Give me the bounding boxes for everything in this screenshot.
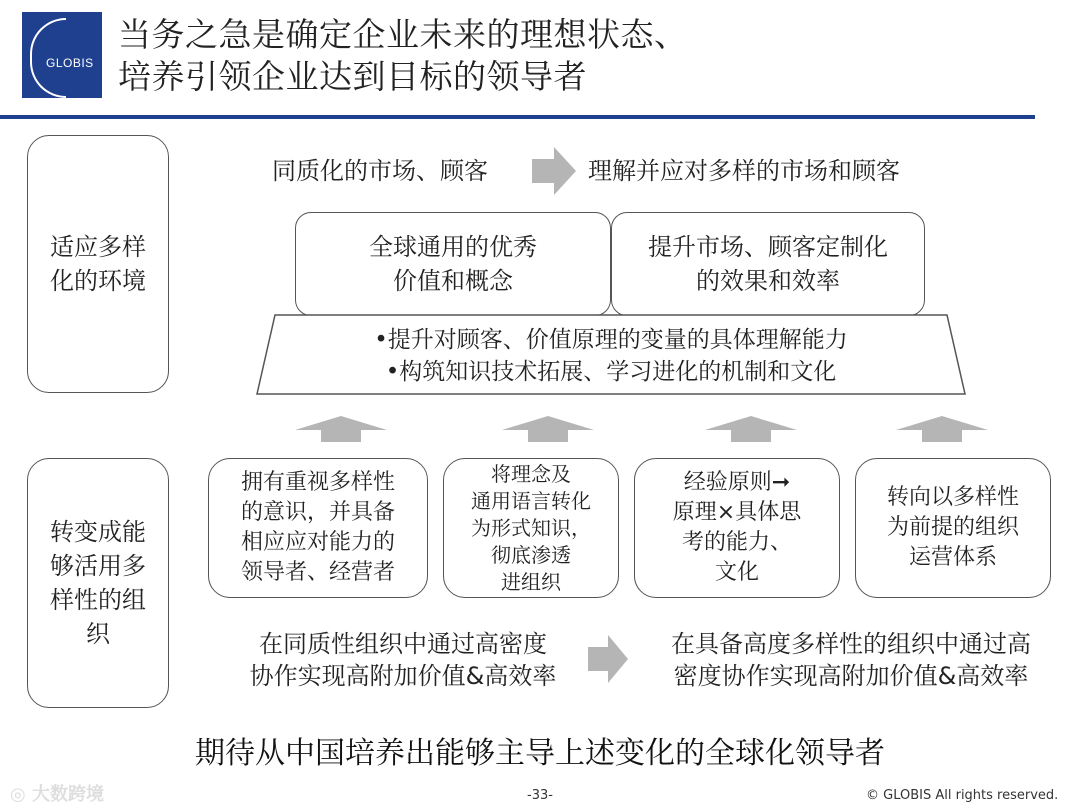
logo-text: GLOBIS (46, 56, 94, 70)
up-arrow-icon (502, 416, 594, 442)
title-divider (0, 115, 1035, 119)
cell-3-line: 经验原则➞ (683, 470, 791, 495)
page-title (118, 14, 688, 98)
side-bottom-line-4: 织 (86, 620, 110, 648)
bottom-right-line-1: 在具备高度多样性的组织中通过高 (671, 630, 1031, 658)
up-arrow-icon (705, 416, 797, 442)
base-text (255, 324, 967, 388)
cell-4-line: 为前提的组织 (886, 515, 1019, 540)
page-number: -33- (527, 788, 553, 803)
title-line-1: 当务之急是确定企业未来的理想状态、 (118, 15, 688, 54)
cell-leaders (208, 458, 428, 598)
base-line-1: •提升对顾客、价值原理的变量的具体理解能力 (374, 327, 848, 353)
up-arrow-icon (295, 416, 387, 442)
cell-knowledge (443, 458, 619, 598)
bottom-arrow-icon (588, 635, 628, 683)
cell-4-line: 运营体系 (908, 545, 997, 570)
bottom-left-line-2: 协作实现高附加价值&高效率 (249, 662, 557, 690)
side-bottom-line-2: 够活用多 (50, 552, 146, 580)
top-right-text: 理解并应对多样的市场和顾客 (588, 157, 900, 185)
watermark (10, 780, 104, 806)
bottom-right-text (636, 628, 1066, 692)
cell-4-line: 转向以多样性 (886, 485, 1019, 510)
side-top-line-1: 适应多样 (50, 233, 146, 261)
top-arrow-icon (532, 147, 576, 195)
cell-1-line: 拥有重视多样性 (240, 470, 395, 495)
up-arrow-icon (896, 416, 988, 442)
cell-3-line: 原理×具体思 (672, 500, 802, 525)
watermark-text: 大数跨境 (32, 784, 104, 805)
cell-1-line: 的意识，并具备 (240, 500, 395, 525)
side-top-line-2: 化的环境 (50, 267, 146, 295)
copyright: © GLOBIS All rights reserved. (866, 788, 1059, 803)
top-left-text: 同质化的市场、顾客 (272, 157, 488, 185)
value-box-custom (611, 212, 925, 316)
cell-2-line: 彻底渗透 (491, 542, 571, 567)
side-bottom-line-1: 转变成能 (50, 518, 146, 546)
value-box-2-line-2: 的效果和效率 (696, 267, 840, 295)
cell-3-line: 文化 (714, 560, 759, 585)
side-box-environment (27, 135, 169, 393)
bottom-left-text (218, 628, 588, 692)
globis-logo (22, 12, 102, 98)
cell-2-line: 将理念及 (491, 461, 571, 486)
value-box-global (295, 212, 611, 316)
side-box-organization (27, 458, 169, 708)
cell-2-line: 进组织 (501, 569, 561, 594)
value-box-1-line-1: 全球通用的优秀 (369, 233, 537, 261)
base-line-2: •构筑知识技术拓展、学习进化的机制和文化 (385, 359, 837, 385)
value-box-1-line-2: 价值和概念 (393, 267, 513, 295)
cell-2-line: 为形式知识， (471, 515, 591, 540)
bottom-right-line-2: 密度协作实现高附加价值&高效率 (673, 662, 1029, 690)
value-box-2-line-1: 提升市场、顾客定制化 (648, 233, 888, 261)
title-line-2: 培养引领企业达到目标的领导者 (118, 57, 587, 96)
cell-1-line: 相应应对能力的 (240, 530, 395, 555)
bottom-left-line-1: 在同质性组织中通过高密度 (259, 630, 547, 658)
cell-operations (855, 458, 1051, 598)
side-bottom-line-3: 样性的组 (50, 586, 146, 614)
cell-principles (634, 458, 840, 598)
conclusion-text: 期待从中国培养出能够主导上述变化的全球化领导者 (195, 736, 885, 771)
cell-3-line: 考的能力、 (681, 530, 792, 555)
watermark-icon: ◎ (10, 784, 26, 805)
cell-2-line: 通用语言转化 (471, 488, 591, 513)
cell-1-line: 领导者、经营者 (240, 560, 395, 585)
